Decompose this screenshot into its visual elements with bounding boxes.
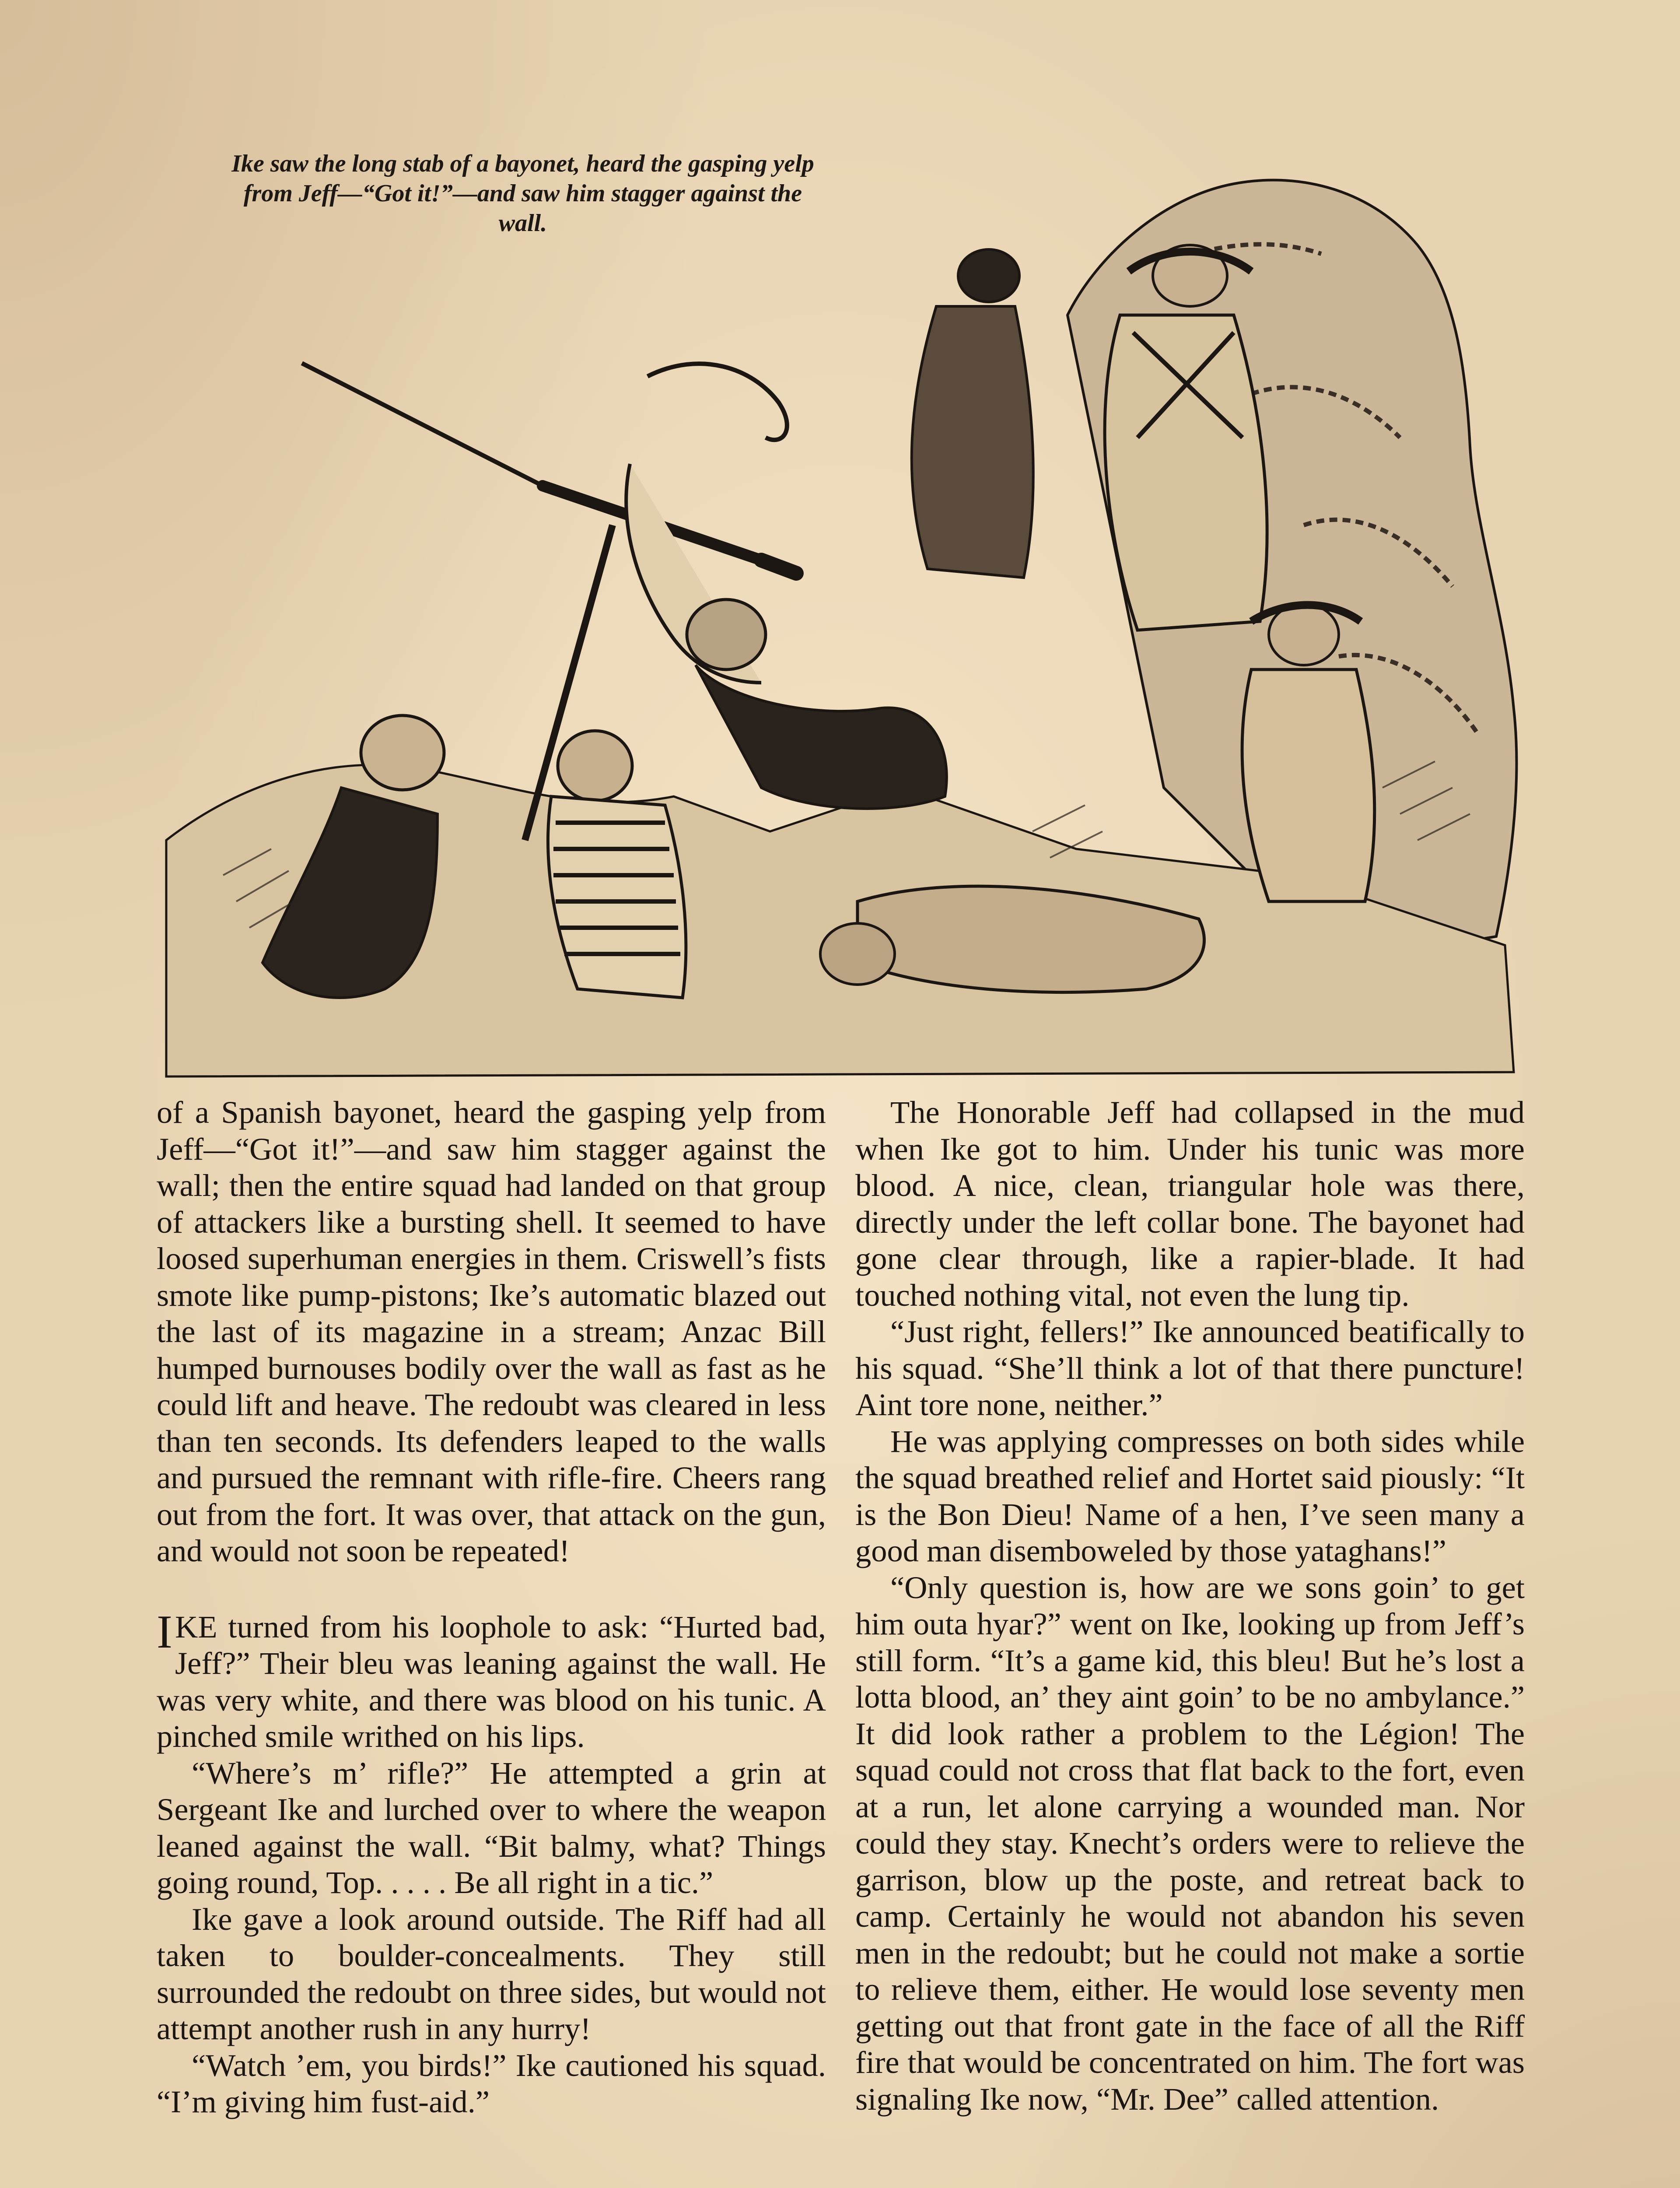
left-paragraph-1: of a Spanish bayonet, heard the gasping yelp from Jeff—“Got it!”—and saw him stagger against the wall; then the entire squad had landed on that group of attackers like a bursting shell. It seemed to have loosed superhuman energies in them. Criswell’s fists smote like pump-pistons; Ike’s automatic blazed out the last of its magazine in a stream; Anzac Bill humped burnouses bodily over the wall as fast as he could lift and heave. The redoubt was cleared in less than ten seconds. Its defenders leaped to the walls and pursued the remnant with rifle-fire. Cheers rang out from the fort. It was over, that attack on the gun, and would not soon be repeated!: [157, 1094, 826, 1568]
drop-cap: I: [157, 1606, 172, 1658]
section-break: [157, 1569, 826, 1609]
battle-illustration: [158, 131, 1536, 1094]
right-column: [855, 1094, 1525, 2117]
left-paragraph-2-text: KE turned from his loophole to ask: “Hurted bad, Jeff?” Their bleu was leaning against the wall. He was very white, and there was blood on his tunic. A pinched smile writhed on his lips.: [157, 1609, 826, 1754]
left-paragraph-3: “Where’s m’ rifle?” He attempted a grin at Sergeant Ike and lurched over to where the weapon leaned against the wall. “Bit balmy, what? Things going round, Top. . . . . Be all right in a tic.”: [157, 1755, 826, 1900]
right-paragraph-1: The Honorable Jeff had collapsed in the mud when Ike got to him. Under his tunic was more blood. A nice, clean, triangular hole was there, directly under the left collar bone. The bayonet had gone clear through, like a rapier-blade. It had touched nothing vital, not even the lung tip.: [855, 1094, 1525, 1313]
left-paragraph-5: “Watch ’em, you birds!” Ike cautioned his squad. “I’m giving him fust-aid.”: [157, 2047, 826, 2119]
right-paragraph-2: “Just right, fellers!” Ike announced beatifically to his squad. “She’ll think a lot of that there puncture! Aint tore none, neither.”: [855, 1314, 1525, 1422]
left-paragraph-2: [157, 1606, 826, 1755]
right-paragraph-4: “Only question is, how are we sons goin’ to get him outa hyar?” went on Ike, looking up from Jeff’s still form. “It’s a game kid, this bleu! But he’s lost a lotta blood, an’ they aint goin’ to be no ambylance.” It did look rather a problem to the Légion! The squad could not cross that flat back to the fort, even at a run, let alone carrying a wounded man. Nor could they stay. Knecht’s orders were to relieve the garrison, blow up the poste, and retreat back to camp. Certainly he would not abandon his seven men in the redoubt; but he could not make a sortie to relieve them, either. He would lose seventy men getting out that front gate in the face of all the Riff fire that would be concentrated on him. The fort was signaling Ike now, “Mr. Dee” called attention.: [855, 1569, 1525, 2117]
illustration-caption: Ike saw the long stab of a bayonet, heard the gasping yelp from Jeff—“Got it!”—and saw him stagger against the wall.: [231, 150, 814, 237]
right-paragraph-3: He was applying compresses on both sides while the squad breathed relief and Hortet said piously: “It is the Bon Dieu! Name of a hen, I’ve seen many a good man disemboweled by those yataghans!”: [855, 1423, 1525, 1568]
left-paragraph-4: Ike gave a look around outside. The Riff had all taken to boulder-concealments. They still surrounded the redoubt on three sides, but would not attempt another rush in any hurry!: [157, 1901, 826, 2046]
left-column: [157, 1094, 826, 2120]
